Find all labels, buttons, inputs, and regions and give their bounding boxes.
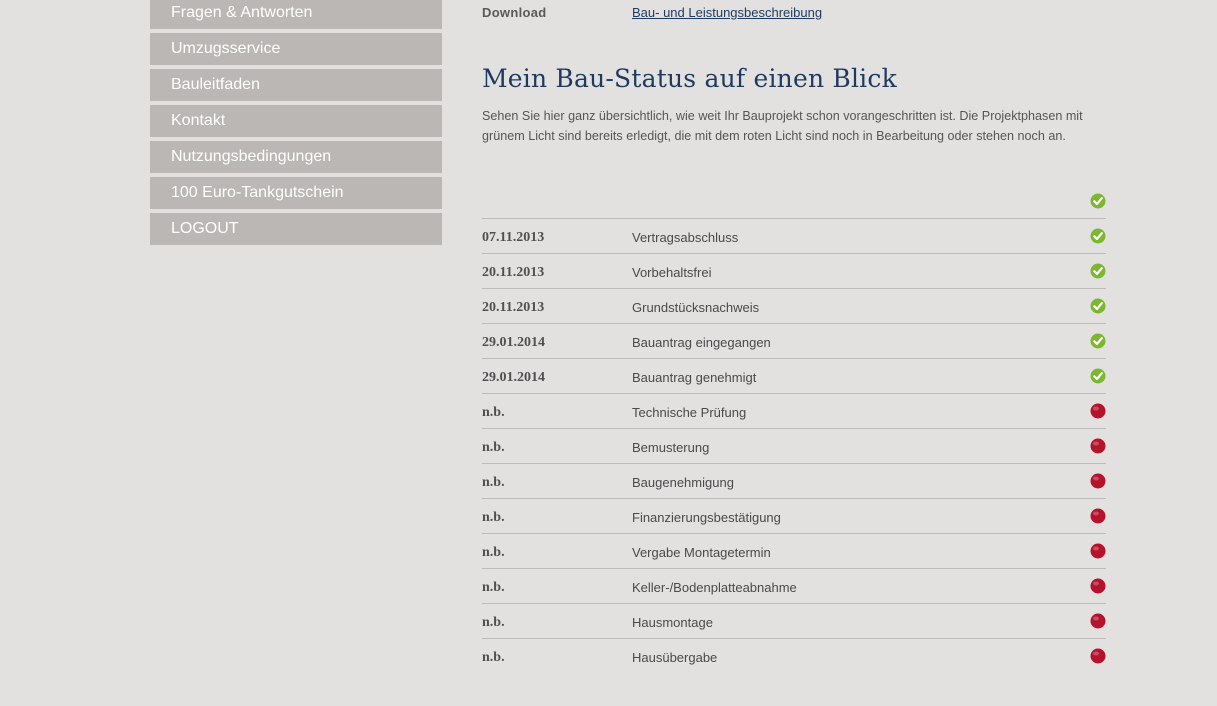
phase-date: n.b. — [482, 545, 505, 560]
red-light-icon — [1090, 403, 1106, 419]
phase-date: n.b. — [482, 405, 505, 420]
phase-date: 20.11.2013 — [482, 300, 545, 315]
red-light-icon — [1090, 473, 1106, 489]
phase-name: Keller-/Bodenplatteabnahme — [632, 580, 797, 595]
phase-name: Grundstücksnachweis — [632, 300, 760, 315]
table-row — [482, 394, 1106, 429]
phase-name: Hausmontage — [632, 615, 713, 630]
table-row — [482, 429, 1106, 464]
table-row — [482, 289, 1106, 324]
phase-date: n.b. — [482, 650, 505, 665]
table-row — [482, 359, 1106, 394]
check-green-icon — [1090, 193, 1106, 209]
phase-date: 29.01.2014 — [482, 335, 545, 350]
page-title: Mein Bau-Status auf einen Blick — [482, 64, 897, 93]
phase-name: Bauantrag genehmigt — [632, 370, 757, 385]
table-row — [482, 499, 1106, 534]
table-row — [482, 254, 1106, 289]
phase-date: n.b. — [482, 510, 505, 525]
phase-date: 29.01.2014 — [482, 370, 545, 385]
table-row — [482, 219, 1106, 254]
phase-name: Vertragsabschluss — [632, 230, 739, 245]
sidebar-nav — [150, 0, 442, 249]
check-green-icon — [1090, 263, 1106, 279]
phase-name: Technische Prüfung — [632, 405, 747, 420]
sidebar-item-logout[interactable]: LOGOUT — [150, 213, 442, 245]
red-light-icon — [1090, 578, 1106, 594]
table-row — [482, 324, 1106, 359]
sidebar-item-tankgutschein[interactable]: 100 Euro-Tankgutschein — [150, 177, 442, 209]
sidebar-item-umzugsservice[interactable]: Umzugsservice — [150, 33, 442, 65]
red-light-icon — [1090, 508, 1106, 524]
phase-date: n.b. — [482, 440, 505, 455]
phase-name: Bemusterung — [632, 440, 710, 455]
red-light-icon — [1090, 613, 1106, 629]
phase-name: Vorbehaltsfrei — [632, 265, 712, 280]
phase-date: n.b. — [482, 580, 505, 595]
sidebar-item-fragen-antworten[interactable]: Fragen & Antworten — [150, 0, 442, 29]
phase-date: n.b. — [482, 615, 505, 630]
status-table — [482, 184, 1106, 673]
check-green-icon — [1090, 228, 1106, 244]
sidebar-item-kontakt[interactable]: Kontakt — [150, 105, 442, 137]
download-link[interactable]: Bau- und Leistungsbeschreibung — [632, 5, 823, 20]
sidebar-item-nutzungsbedingungen[interactable]: Nutzungsbedingungen — [150, 141, 442, 173]
download-row — [482, 0, 1106, 26]
red-light-icon — [1090, 648, 1106, 664]
table-row — [482, 639, 1106, 673]
phase-name: Finanzierungsbestätigung — [632, 510, 781, 525]
phase-name: Baugenehmigung — [632, 475, 734, 490]
table-row — [482, 184, 1106, 219]
red-light-icon — [1090, 543, 1106, 559]
phase-date: 07.11.2013 — [482, 230, 545, 245]
download-label: Download — [482, 5, 547, 20]
sidebar-item-bauleitfaden[interactable]: Bauleitfaden — [150, 69, 442, 101]
table-row — [482, 569, 1106, 604]
phase-name: Vergabe Montagetermin — [632, 545, 771, 560]
red-light-icon — [1090, 438, 1106, 454]
check-green-icon — [1090, 298, 1106, 314]
phase-name: Bauantrag eingegangen — [632, 335, 771, 350]
table-row — [482, 534, 1106, 569]
table-row — [482, 464, 1106, 499]
check-green-icon — [1090, 333, 1106, 349]
intro-text: Sehen Sie hier ganz übersichtlich, wie weit Ihr Bauprojekt schon vorangeschritten ist. Die Projektphasen mit grünem Licht sind bereits erledigt, die mit dem roten Licht sind noch in Bearbeitung oder stehen noch an. — [482, 109, 1083, 143]
table-row — [482, 604, 1106, 639]
phase-date: n.b. — [482, 475, 505, 490]
phase-name: Hausübergabe — [632, 650, 718, 665]
main-content — [482, 0, 1106, 665]
phase-date: 20.11.2013 — [482, 265, 545, 280]
check-green-icon — [1090, 368, 1106, 384]
